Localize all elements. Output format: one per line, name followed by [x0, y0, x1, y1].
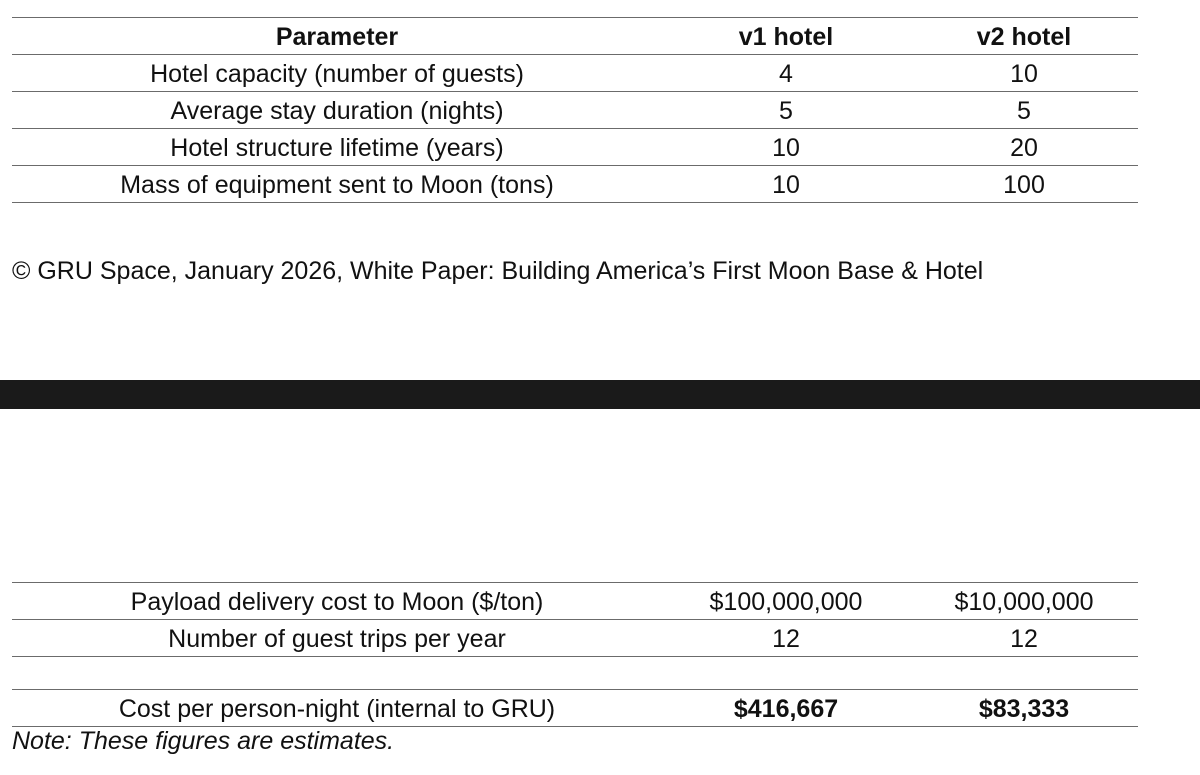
row-label: Mass of equipment sent to Moon (tons) — [120, 171, 554, 199]
dark-divider-band — [0, 380, 1200, 409]
copyright-caption: © GRU Space, January 2026, White Paper: Building America’s First Moon Base & Hotel — [12, 257, 984, 285]
v2-cost-per-night: $83,333 — [978, 695, 1070, 723]
table-header-row — [12, 17, 1138, 55]
table-row — [12, 55, 1138, 92]
table-row — [12, 166, 1138, 203]
v1-value: 10 — [772, 134, 800, 162]
v2-value: 20 — [1010, 134, 1038, 162]
summary-row — [12, 689, 1138, 727]
row-label: Hotel capacity (number of guests) — [150, 60, 524, 88]
table-gap — [12, 657, 1138, 689]
parameters-table — [12, 17, 1138, 203]
v1-value: 5 — [779, 97, 793, 125]
v2-value: $10,000,000 — [954, 588, 1094, 616]
v1-value: 10 — [772, 171, 800, 199]
row-label: Payload delivery cost to Moon ($/ton) — [130, 588, 544, 616]
v2-value: 100 — [1003, 171, 1045, 199]
table-row — [12, 92, 1138, 129]
header-v1-hotel: v1 hotel — [738, 23, 834, 51]
v2-value: 12 — [1010, 625, 1038, 653]
v1-value: 12 — [772, 625, 800, 653]
header-v2-hotel: v2 hotel — [976, 23, 1072, 51]
v1-cost-per-night: $416,667 — [733, 695, 839, 723]
cost-table — [12, 582, 1138, 727]
v2-value: 10 — [1010, 60, 1038, 88]
row-label: Average stay duration (nights) — [170, 97, 504, 125]
table-row — [12, 582, 1138, 620]
v1-value: 4 — [779, 60, 793, 88]
header-parameter: Parameter — [275, 23, 399, 51]
v2-value: 5 — [1017, 97, 1031, 125]
summary-label: Cost per person-night (internal to GRU) — [118, 695, 556, 723]
estimate-note: Note: These figures are estimates. — [12, 727, 395, 755]
table-row — [12, 620, 1138, 657]
row-label: Number of guest trips per year — [168, 625, 506, 653]
v1-value: $100,000,000 — [709, 588, 863, 616]
row-label: Hotel structure lifetime (years) — [170, 134, 504, 162]
table-row — [12, 129, 1138, 166]
